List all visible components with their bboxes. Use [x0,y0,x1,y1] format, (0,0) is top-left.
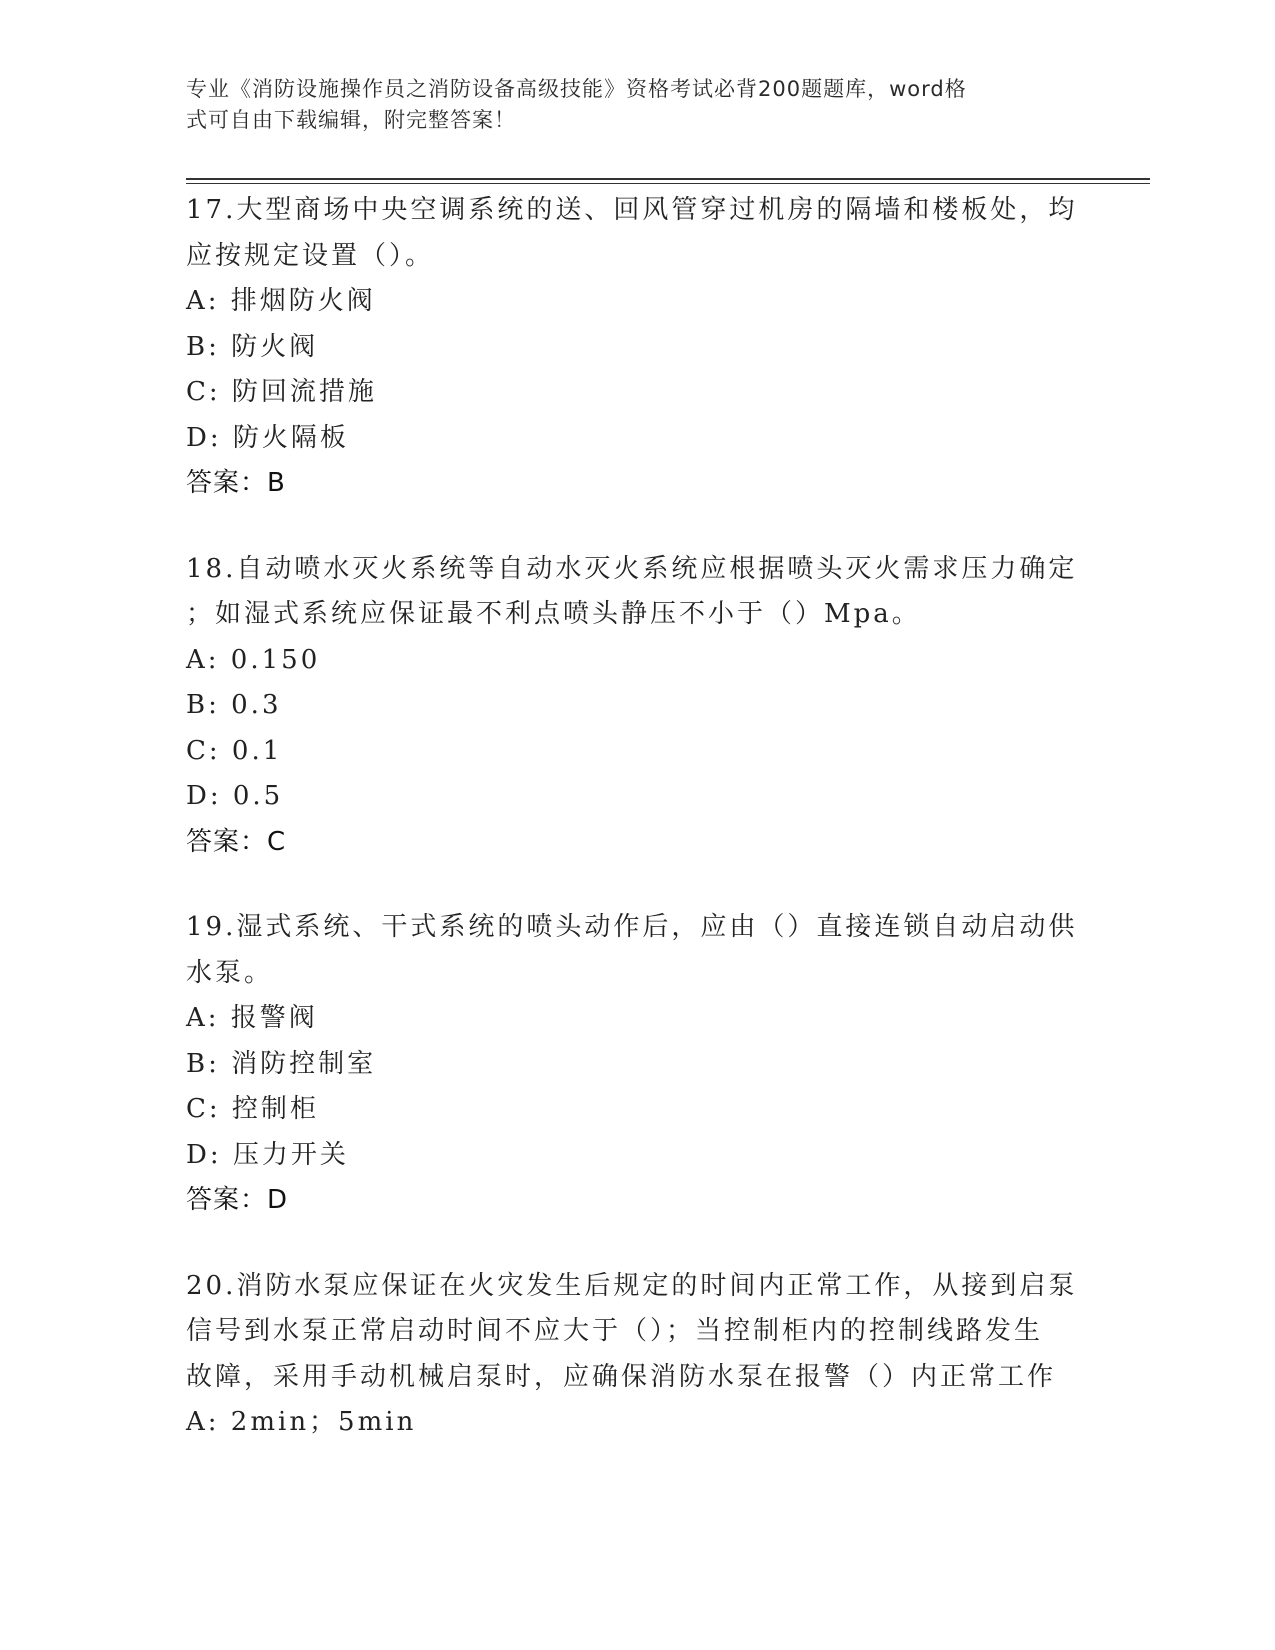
question-text-line: 信号到水泵正常启动时间不应大于（）；当控制柜内的控制线路发生 [186,1316,1044,1346]
option-c: C: 控制柜 [186,1094,319,1124]
question-text-line: ；如湿式系统应保证最不利点喷头静压不小于（）Mpa。 [186,599,921,629]
option-d: D: 压力开关 [186,1139,349,1170]
header-divider-thick [186,178,1150,180]
question-text-line: 18.自动喷水灭火系统等自动水灭火系统应根据喷头灭火需求压力确定 [186,553,1078,584]
header-line-2: 式可自由下载编辑，附完整答案！ [186,108,516,132]
option-a: A: 2min；5min [186,1407,417,1437]
option-a: A: 0.150 [186,644,321,675]
option-a: A: 排烟防火阀 [186,286,376,316]
option-a: A: 报警阀 [186,1003,318,1033]
answer-line: 答案：B [186,468,286,498]
question-text-line: 20.消防水泵应保证在火灾发生后规定的时间内正常工作，从接到启泵 [186,1270,1078,1301]
question-17 [186,188,1086,507]
question-20 [186,1264,1086,1446]
option-d: D: 防火隔板 [186,422,349,453]
option-d: D: 0.5 [186,781,284,811]
question-text-line: 17.大型商场中央空调系统的送、回风管穿过机房的隔墙和楼板处，均 [186,195,1078,225]
answer-line: 答案：C [186,826,287,857]
question-list [186,188,1086,1486]
option-c: C: 防回流措施 [186,377,377,407]
question-text-line: 应按规定设置（）。 [186,240,435,271]
header-line-1: 专业《消防设施操作员之消防设备高级技能》资格考试必背200题题库，word格 [186,77,967,101]
option-c: C: 0.1 [186,735,283,766]
option-b: B: 消防控制室 [186,1048,377,1079]
question-18 [186,547,1086,866]
question-text-line: 水泵。 [186,957,274,988]
answer-line: 答案：D [186,1185,289,1215]
question-text-line: 故障，采用手动机械启泵时，应确保消防水泵在报警（）内正常工作 [186,1361,1057,1392]
document-header [186,74,1066,136]
question-text-line: 19.湿式系统、干式系统的喷头动作后，应由（）直接连锁自动启动供 [186,912,1078,942]
option-b: B: 防火阀 [186,331,319,362]
question-19 [186,905,1086,1224]
header-divider-thin [186,183,1150,184]
option-b: B: 0.3 [186,690,282,720]
